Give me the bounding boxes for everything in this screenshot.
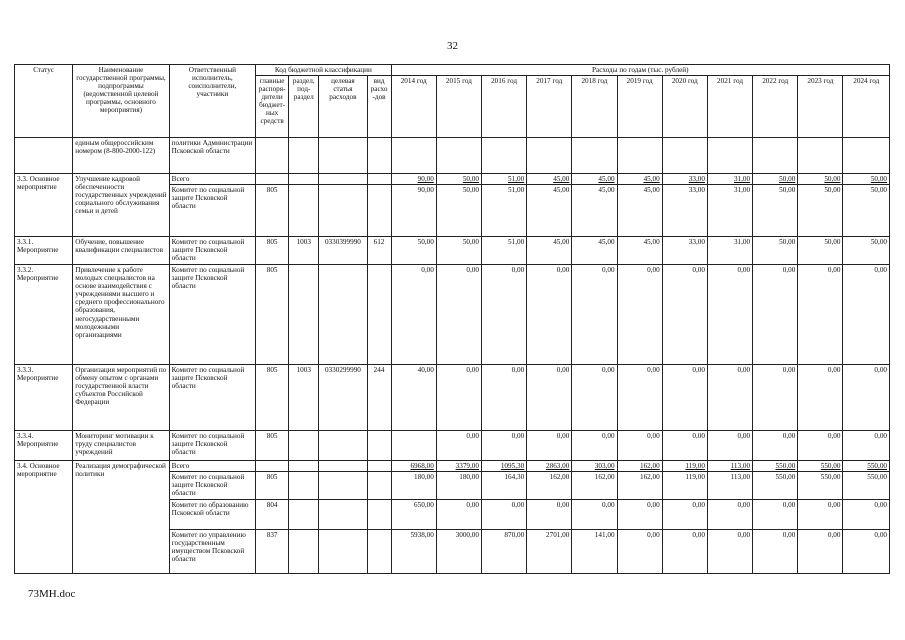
row-responsible: Комитет по социальной защите Псковской области [169, 431, 255, 461]
value-cell: 0,00 [617, 500, 662, 530]
value-cell: 51,00 [481, 185, 526, 237]
value-cell: 0,00 [798, 500, 843, 530]
value-cell: 50,00 [843, 185, 890, 237]
value-cell: 0,00 [798, 530, 843, 574]
header-expenses: Расходы по годам (тыс. рублей) [391, 65, 889, 76]
table-row [15, 174, 890, 185]
value-cell: 40,00 [391, 365, 436, 431]
row-status: 3.3.2. Мероприятие [15, 265, 73, 365]
page-number: 32 [447, 40, 458, 52]
header-year: 2022 год [753, 76, 798, 138]
footer-filename: 73МН.doc [28, 588, 76, 600]
value-cell: 31,00 [707, 174, 752, 185]
value-cell: 550,00 [753, 472, 798, 500]
value-cell: 0,00 [662, 530, 707, 574]
header-year: 2014 год [391, 76, 436, 138]
value-cell: 0,00 [436, 265, 481, 365]
table-row: 3.3.4. Мероприятие Мониторинг мотивации к труду специалистов учреждений Комитет по социальной защите Псковской области 805 0,00 0,00 0,00 0,00 0,00 0,00 0,00 0,00 0,00 0,00 [15, 431, 890, 461]
value-cell: 50,00 [753, 185, 798, 237]
value-cell: 2863,00 [527, 461, 572, 472]
value-cell: 33,00 [662, 237, 707, 265]
value-cell: 90,00 [391, 174, 436, 185]
value-cell: 0,00 [617, 530, 662, 574]
value-cell: 50,00 [798, 185, 843, 237]
budget-table [14, 64, 890, 574]
value-cell: 162,00 [572, 472, 617, 500]
value-cell: 51,00 [481, 174, 526, 185]
value-cell: 45,00 [572, 174, 617, 185]
row-name: Реализация демографической политики [73, 461, 169, 574]
row-status: 3.3. Основное мероприятие [15, 174, 73, 237]
value-cell: 0,00 [843, 500, 890, 530]
value-cell: 31,00 [707, 185, 752, 237]
header-year: 2023 год [798, 76, 843, 138]
header-year: 2018 год [572, 76, 617, 138]
value-cell: 0,00 [843, 365, 890, 431]
table-row: 3.3.1. Мероприятие Обучение, повышение квалификации специалистов Комитет по социальной защите Псковской области 805 1003 0330399990 612 50,00 50,00 51,00 45,00 45,00 45,00 33,00 31,00 50,00 50,00 50,00 [15, 237, 890, 265]
value-cell: 0,00 [662, 431, 707, 461]
value-cell: 50,00 [798, 174, 843, 185]
value-cell: 0,00 [436, 431, 481, 461]
value-cell: 51,00 [481, 237, 526, 265]
header-year: 2020 год [662, 76, 707, 138]
value-cell: 0,00 [753, 500, 798, 530]
header-year: 2024 год [843, 76, 890, 138]
row-name: Привлечение к работе молодых специалистов на основе взаимодействия с учреждениями высшего и среднего профессионального образования, негосударственными молодежными организациями [73, 265, 169, 365]
row-responsible: Комитет по социальной защите Псковской области [169, 472, 255, 500]
value-cell: 6968,00 [391, 461, 436, 472]
header-year: 2017 год [527, 76, 572, 138]
header-target: целевая статья расходов [319, 76, 367, 138]
value-cell: 870,00 [481, 530, 526, 574]
value-cell: 50,00 [436, 174, 481, 185]
value-cell: 0,00 [527, 365, 572, 431]
row-name: единым общероссийским номером (8-800-2000-122) [73, 138, 169, 174]
row-name: Обучение, повышение квалификации специалистов [73, 237, 169, 265]
value-cell: 0,00 [617, 431, 662, 461]
value-cell: 303,00 [572, 461, 617, 472]
value-cell: 33,00 [662, 185, 707, 237]
value-cell: 0,00 [481, 365, 526, 431]
value-cell: 45,00 [572, 237, 617, 265]
value-cell: 0,00 [798, 265, 843, 365]
value-cell: 0,00 [707, 265, 752, 365]
row-responsible: Всего [169, 174, 255, 185]
value-cell: 50,00 [391, 237, 436, 265]
row-status: 3.3.1. Мероприятие [15, 237, 73, 265]
row-responsible: Комитет по образованию Псковской области [169, 500, 255, 530]
value-cell: 45,00 [617, 174, 662, 185]
value-cell: 31,00 [707, 237, 752, 265]
value-cell: 119,00 [662, 461, 707, 472]
value-cell: 0,00 [707, 431, 752, 461]
value-cell: 0,00 [436, 365, 481, 431]
value-cell: 0,00 [707, 500, 752, 530]
value-cell: 50,00 [436, 185, 481, 237]
value-cell: 50,00 [798, 237, 843, 265]
row-responsible: Всего [169, 461, 255, 472]
manager-code: 805 [256, 185, 289, 237]
value-cell: 113,00 [707, 461, 752, 472]
value-cell: 0,00 [843, 431, 890, 461]
row-name: Мониторинг мотивации к труду специалистов учреждений [73, 431, 169, 461]
value-cell: 45,00 [617, 237, 662, 265]
value-cell: 0,00 [753, 365, 798, 431]
table-row: Комитет по управлению государственным имуществом Псковской области 837 5938,00 3000,00 870,00 2701,00 141,00 0,00 0,00 0,00 0,00 0,00 0,00 [15, 530, 890, 574]
value-cell: 0,00 [798, 365, 843, 431]
header-status: Статус [15, 65, 73, 138]
value-cell: 0,00 [843, 265, 890, 365]
value-cell: 33,00 [662, 174, 707, 185]
value-cell: 3000,00 [436, 530, 481, 574]
header-year: 2021 год [707, 76, 752, 138]
value-cell: 0,00 [527, 265, 572, 365]
value-cell: 90,00 [391, 185, 436, 237]
value-cell: 0,00 [662, 265, 707, 365]
value-cell: 162,00 [617, 472, 662, 500]
value-cell [391, 431, 436, 461]
value-cell: 180,00 [391, 472, 436, 500]
row-responsible: Комитет по социальной защите Псковской области [169, 237, 255, 265]
value-cell: 162,00 [617, 461, 662, 472]
value-cell: 0,00 [798, 431, 843, 461]
value-cell: 0,00 [527, 500, 572, 530]
value-cell: 50,00 [436, 237, 481, 265]
value-cell: 550,00 [843, 461, 890, 472]
value-cell: 50,00 [843, 237, 890, 265]
value-cell: 113,00 [707, 472, 752, 500]
row-responsible: политики Администрации Псковской области [169, 138, 255, 174]
value-cell: 550,00 [753, 461, 798, 472]
value-cell: 50,00 [753, 174, 798, 185]
table-row [15, 138, 890, 174]
value-cell: 45,00 [527, 174, 572, 185]
header-name: Наименование государственной программы, подпрограммы (ведомственной целевой программы, основного мероприятия) [73, 65, 169, 138]
value-cell: 0,00 [617, 365, 662, 431]
value-cell: 3379,00 [436, 461, 481, 472]
row-name: Улучшение кадровой обеспеченности государственных учреждений социального обслуживания семьи и детей [73, 174, 169, 237]
header-responsible: Ответственный исполнитель, соисполнители, участники [169, 65, 255, 138]
value-cell: 45,00 [527, 185, 572, 237]
value-cell: 119,00 [662, 472, 707, 500]
value-cell: 50,00 [843, 174, 890, 185]
row-name: Организация мероприятий по обмену опытом с органами государственной власти субъектов Российской Федерации [73, 365, 169, 431]
value-cell: 0,00 [527, 431, 572, 461]
value-cell: 550,00 [798, 461, 843, 472]
value-cell: 0,00 [753, 265, 798, 365]
value-cell: 0,00 [572, 265, 617, 365]
value-cell: 164,30 [481, 472, 526, 500]
value-cell: 141,00 [572, 530, 617, 574]
value-cell: 0,00 [662, 365, 707, 431]
value-cell: 45,00 [572, 185, 617, 237]
value-cell: 0,00 [753, 530, 798, 574]
header-section: раздел, под-раздел [289, 76, 319, 138]
value-cell: 0,00 [662, 500, 707, 530]
value-cell: 45,00 [617, 185, 662, 237]
value-cell: 180,00 [436, 472, 481, 500]
header-manager: главные распоря-дители бюджет-ных средств [256, 76, 289, 138]
row-responsible: Комитет по социальной защите Псковской области [169, 265, 255, 365]
value-cell: 0,00 [572, 365, 617, 431]
row-responsible: Комитет по социальной защите Псковской области [169, 185, 255, 237]
value-cell: 0,00 [481, 500, 526, 530]
row-status: 3.4. Основное мероприятие [15, 461, 73, 574]
header-year: 2015 год [436, 76, 481, 138]
value-cell: 0,00 [617, 265, 662, 365]
value-cell: 550,00 [798, 472, 843, 500]
value-cell: 550,00 [843, 472, 890, 500]
value-cell: 0,00 [753, 431, 798, 461]
value-cell: 45,00 [527, 237, 572, 265]
header-budget-code: Код бюджетной классификации [256, 65, 392, 76]
value-cell: 650,00 [391, 500, 436, 530]
value-cell: 1095,30 [481, 461, 526, 472]
value-cell: 0,00 [572, 500, 617, 530]
header-year: 2016 год [481, 76, 526, 138]
table-row: Комитет по образованию Псковской области 804 650,00 0,00 0,00 0,00 0,00 0,00 0,00 0,00 0,00 0,00 0,00 [15, 500, 890, 530]
value-cell: 0,00 [707, 530, 752, 574]
row-status: 3.3.3. Мероприятие [15, 365, 73, 431]
table-row [15, 461, 890, 472]
value-cell: 5938,00 [391, 530, 436, 574]
table-row: 3.3.2. Мероприятие Привлечение к работе молодых специалистов на основе взаимодействия с учреждениями высшего и среднего профессионального образования, негосударственными молодежными организациями Комитет по социальной защите Псковской области 805 0,00 0,00 0,00 0,00 0,00 0,00 0,00 0,00 0,00 0,00 0,00 [15, 265, 890, 365]
value-cell: 50,00 [753, 237, 798, 265]
value-cell: 162,00 [527, 472, 572, 500]
value-cell: 0,00 [391, 265, 436, 365]
value-cell: 0,00 [572, 431, 617, 461]
value-cell: 0,00 [436, 500, 481, 530]
header-type: вид расхо-дов [367, 76, 391, 138]
value-cell: 2701,00 [527, 530, 572, 574]
value-cell: 0,00 [707, 365, 752, 431]
header-year: 2019 год [617, 76, 662, 138]
row-responsible: Комитет по управлению государственным имуществом Псковской области [169, 530, 255, 574]
row-status: 3.3.4. Мероприятие [15, 431, 73, 461]
row-responsible: Комитет по социальной защите Псковской области [169, 365, 255, 431]
value-cell: 0,00 [481, 431, 526, 461]
value-cell: 0,00 [843, 530, 890, 574]
table-row: 3.3.3. Мероприятие Организация мероприятий по обмену опытом с органами государственной власти субъектов Российской Федерации Комитет по социальной защите Псковской области 805 1003 0330299990 244 40,00 0,00 0,00 0,00 0,00 0,00 0,00 0,00 0,00 0,00 0,00 [15, 365, 890, 431]
value-cell: 0,00 [481, 265, 526, 365]
table-row: Комитет по социальной защите Псковской области 805 180,00 180,00 164,30 162,00 162,00 162,00 119,00 113,00 550,00 550,00 550,00 [15, 472, 890, 500]
